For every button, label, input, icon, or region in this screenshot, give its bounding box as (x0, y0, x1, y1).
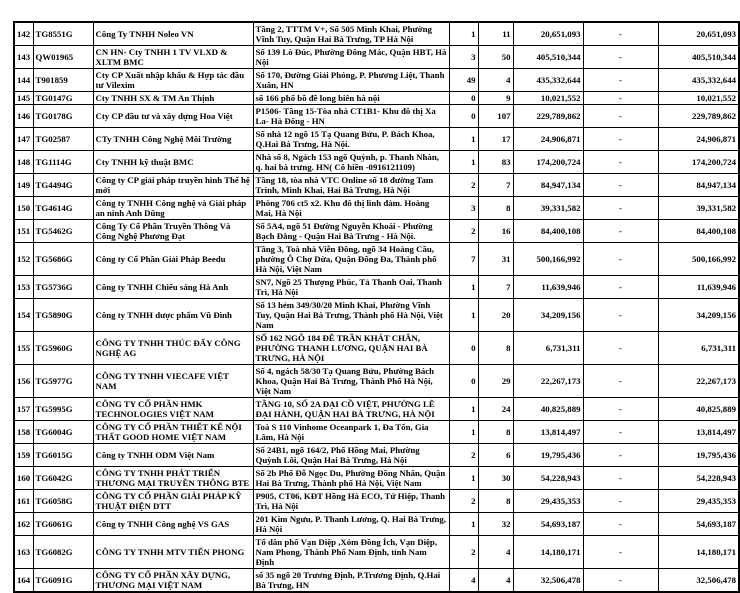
cell-dash: - (583, 92, 658, 105)
cell-row-no: 163 (14, 536, 33, 569)
cell-dash: - (583, 174, 658, 197)
cell-amount-total: 39,331,582 (658, 197, 739, 220)
cell-amount-total: 405,510,344 (658, 46, 739, 69)
table-row (14, 128, 739, 151)
cell-dash: - (583, 22, 658, 46)
cell-amount-total: 22,267,173 (658, 365, 739, 398)
cell-amount: 29,435,353 (513, 490, 583, 513)
cell-dash: - (583, 421, 658, 444)
cell-count-2: 16 (478, 220, 513, 243)
table-row (14, 220, 739, 243)
cell-amount-total: 32,506,478 (658, 569, 739, 593)
table-row (14, 569, 739, 593)
cell-count-1: 0 (449, 92, 478, 105)
cell-count-1: 1 (449, 398, 478, 421)
cell-count-1: 2 (449, 536, 478, 569)
cell-company-name: Cty TNHH SX & TM An Thịnh (93, 92, 253, 105)
cell-amount-total: 84,400,108 (658, 220, 739, 243)
cell-code: TG0178G (33, 105, 93, 128)
cell-address: Tầng 3, Toà nhà Viễn Đông, ngõ 34 Hoàng Cầu, phường Ô Chợ Dừa, Quận Đống Đa, Thành phố Hà Nội, Việt Nam (253, 243, 449, 276)
cell-dash: - (583, 220, 658, 243)
cell-amount: 10,021,552 (513, 92, 583, 105)
cell-count-2: 24 (478, 398, 513, 421)
cell-row-no: 156 (14, 365, 33, 398)
cell-amount: 39,331,582 (513, 197, 583, 220)
cell-amount: 84,400,108 (513, 220, 583, 243)
cell-row-no: 160 (14, 467, 33, 490)
cell-count-1: 1 (449, 299, 478, 332)
cell-amount: 20,651,093 (513, 22, 583, 46)
cell-count-2: 9 (478, 92, 513, 105)
cell-amount: 11,639,946 (513, 276, 583, 299)
cell-code: TG0147G (33, 92, 93, 105)
cell-count-1: 0 (449, 105, 478, 128)
cell-address: Số nhà 12 ngõ 15 Tạ Quang Bửu, P. Bách Khoa, Q.Hai Bà Trưng, Hà Nội. (253, 128, 449, 151)
cell-address: 201 Kim Ngưu, P. Thanh Lương, Q. Hai Bà Trưng, Hà Nội (253, 513, 449, 536)
cell-dash: - (583, 243, 658, 276)
cell-code: TG6061G (33, 513, 93, 536)
cell-row-no: 149 (14, 174, 33, 197)
cell-code: TG6004G (33, 421, 93, 444)
cell-dash: - (583, 467, 658, 490)
cell-code: QW01965 (33, 46, 93, 69)
cell-code: TG5960G (33, 332, 93, 365)
cell-count-1: 1 (449, 22, 478, 46)
cell-code: TG6015G (33, 444, 93, 467)
cell-address: Số 5A4, ngõ 51 Đường Nguyễn Khoái - Phường Bạch Đằng - Quận Hai Bà Trưng - Hà Nội. (253, 220, 449, 243)
cell-company-name: CÔNG TY CỔ PHẦN HMK TECHNOLOGIES VIỆT NAM (93, 398, 253, 421)
cell-code: TG5890G (33, 299, 93, 332)
cell-count-2: 11 (478, 22, 513, 46)
table-row (14, 92, 739, 105)
cell-company-name: Công ty TNHH Chiếu sáng Hà Anh (93, 276, 253, 299)
cell-amount-total: 34,209,156 (658, 299, 739, 332)
cell-dash: - (583, 105, 658, 128)
cell-dash: - (583, 536, 658, 569)
table-row (14, 490, 739, 513)
table-row (14, 22, 739, 46)
cell-address: TẦNG 10, SỐ 2A ĐẠI CỒ VIỆT, PHƯỜNG LÊ ĐẠI HÀNH, QUẬN HAI BÀ TRƯNG, HÀ NỘI (253, 398, 449, 421)
cell-dash: - (583, 513, 658, 536)
table-row (14, 444, 739, 467)
cell-row-no: 142 (14, 22, 33, 46)
cell-company-name: CÔNG TY CỔ PHẦN GIẢI PHÁP KỸ THUẬT ĐIỆN DTT (93, 490, 253, 513)
cell-dash: - (583, 299, 658, 332)
cell-company-name: Công ty CP giải pháp truyền hình Thế hệ mới (93, 174, 253, 197)
cell-dash: - (583, 332, 658, 365)
table-row (14, 276, 739, 299)
cell-row-no: 150 (14, 197, 33, 220)
cell-address: Toà S 110 Vinhome Oceanpark 1, Đa Tốn, Gia Lâm, Hà Nội (253, 421, 449, 444)
table-row (14, 174, 739, 197)
cell-row-no: 146 (14, 105, 33, 128)
cell-dash: - (583, 398, 658, 421)
cell-code: TG6042G (33, 467, 93, 490)
cell-count-2: 7 (478, 174, 513, 197)
cell-row-no: 159 (14, 444, 33, 467)
cell-company-name: Công ty TNHH ODM Việt Nam (93, 444, 253, 467)
cell-company-name: CÔNG TY CỔ PHẦN XÂY DỰNG, THƯƠNG MẠI VIỆT NAM (93, 569, 253, 593)
cell-dash: - (583, 444, 658, 467)
cell-row-no: 152 (14, 243, 33, 276)
cell-amount: 22,267,173 (513, 365, 583, 398)
cell-amount-total: 11,639,946 (658, 276, 739, 299)
cell-address: Số 4, ngách 58/30 Tạ Quang Bửu, Phường Bách Khoa, Quận Hai Bà Trưng, Thành Phố Hà Nội, Việt Nam (253, 365, 449, 398)
cell-amount-total: 13,814,497 (658, 421, 739, 444)
cell-address: Số 139 Lò Đúc, Phường Đông Mác, Quận HBT, Hà Nội (253, 46, 449, 69)
cell-count-1: 3 (449, 197, 478, 220)
cell-amount-total: 10,021,552 (658, 92, 739, 105)
cell-count-2: 29 (478, 365, 513, 398)
cell-count-2: 50 (478, 46, 513, 69)
cell-address: Phòng 706 ct5 x2. Khu đô thị linh đàm. Hoàng Mai, Hà Nội (253, 197, 449, 220)
cell-address: Tổ dân phố Vạn Diệp ,Xóm Đồng Ích, Vạn Diệp, Nam Phong, Thành Phố Nam Định, tỉnh Nam Định (253, 536, 449, 569)
cell-dash: - (583, 276, 658, 299)
cell-count-2: 83 (478, 151, 513, 174)
cell-address: số 166 phố bồ đề long biên hà nội (253, 92, 449, 105)
cell-count-2: 32 (478, 513, 513, 536)
cell-row-no: 143 (14, 46, 33, 69)
cell-address: Nhà số 8, Ngách 153 ngõ Quỳnh, p. Thanh Nhàn, q. hai bà trưng. HN( Cô hiền -0916121109) (253, 151, 449, 174)
table-row (14, 467, 739, 490)
cell-amount-total: 19,795,436 (658, 444, 739, 467)
cell-amount-total: 435,332,644 (658, 69, 739, 92)
cell-amount: 34,209,156 (513, 299, 583, 332)
cell-company-name: CÔNG TY TNHH MTV TIẾN PHONG (93, 536, 253, 569)
cell-code: T901859 (33, 69, 93, 92)
cell-count-2: 8 (478, 197, 513, 220)
cell-amount-total: 20,651,093 (658, 22, 739, 46)
cell-address: Tầng 2, TTTM V+, Số 505 Minh Khai, Phường Vĩnh Tuy, Quận Hai Bà Trưng, TP Hà Nội (253, 22, 449, 46)
cell-company-name: Công ty Cổ Phần Giải Pháp Beedu (93, 243, 253, 276)
cell-count-2: 8 (478, 490, 513, 513)
cell-count-2: 107 (478, 105, 513, 128)
cell-company-name: Công ty TNHH dược phẩm Vũ Đình (93, 299, 253, 332)
company-list-table-container (13, 21, 738, 593)
cell-amount-total: 174,200,724 (658, 151, 739, 174)
cell-count-2: 31 (478, 243, 513, 276)
cell-dash: - (583, 128, 658, 151)
cell-count-1: 1 (449, 128, 478, 151)
cell-count-1: 1 (449, 421, 478, 444)
cell-code: TG1114G (33, 151, 93, 174)
cell-dash: - (583, 69, 658, 92)
table-row (14, 513, 739, 536)
cell-company-name: Cty CP đầu tư và xây dựng Hoa Việt (93, 105, 253, 128)
cell-row-no: 148 (14, 151, 33, 174)
cell-amount-total: 24,906,871 (658, 128, 739, 151)
cell-amount-total: 500,166,992 (658, 243, 739, 276)
table-row (14, 365, 739, 398)
cell-amount-total: 29,435,353 (658, 490, 739, 513)
cell-count-2: 8 (478, 421, 513, 444)
cell-code: TG8551G (33, 22, 93, 46)
cell-company-name: Công Ty TNHH Noleo VN (93, 22, 253, 46)
cell-company-name: Cty CP Xuất nhập khẩu & Hợp tác đầu tư Vilexim (93, 69, 253, 92)
cell-code: TG6091G (33, 569, 93, 593)
cell-dash: - (583, 197, 658, 220)
table-row (14, 197, 739, 220)
company-list-table (13, 21, 740, 593)
cell-code: TG4614G (33, 197, 93, 220)
cell-row-no: 158 (14, 421, 33, 444)
cell-company-name: CÔNG TY TNHH PHÁT TRIỂN THƯƠNG MẠI TRUYỀN THÔNG BTE (93, 467, 253, 490)
cell-amount-total: 84,947,134 (658, 174, 739, 197)
cell-address: P905, CT06, KĐT Hồng Hà ECO, Tứ Hiệp, Thanh Trì, Hà Nội (253, 490, 449, 513)
cell-amount: 174,200,724 (513, 151, 583, 174)
cell-row-no: 144 (14, 69, 33, 92)
cell-dash: - (583, 569, 658, 593)
cell-count-1: 0 (449, 365, 478, 398)
cell-address: SN7, Ngõ 25 Thượng Phúc, Tả Thanh Oai, Thanh Trì, Hà Nội (253, 276, 449, 299)
cell-count-1: 1 (449, 513, 478, 536)
cell-dash: - (583, 490, 658, 513)
cell-company-name: CÔNG TY TNHH VIECAFE VIỆT NAM (93, 365, 253, 398)
cell-amount: 32,506,478 (513, 569, 583, 593)
cell-row-no: 162 (14, 513, 33, 536)
cell-code: TG02587 (33, 128, 93, 151)
table-row (14, 69, 739, 92)
cell-amount-total: 54,228,943 (658, 467, 739, 490)
table-row (14, 332, 739, 365)
cell-count-2: 30 (478, 467, 513, 490)
cell-amount-total: 14,180,171 (658, 536, 739, 569)
cell-amount-total: 54,693,187 (658, 513, 739, 536)
cell-count-1: 7 (449, 243, 478, 276)
cell-count-1: 1 (449, 467, 478, 490)
cell-code: TG5736G (33, 276, 93, 299)
cell-address: P1506- Tầng 15-Tòa nhà CT1B1- Khu đô thị Xa La- Hà Đông - HN (253, 105, 449, 128)
cell-address: số 35 ngõ 20 Trương Định, P.Trương Định, Q.Hai Bà Trưng, HN (253, 569, 449, 593)
cell-amount: 435,332,644 (513, 69, 583, 92)
table-row (14, 299, 739, 332)
cell-count-1: 1 (449, 151, 478, 174)
cell-row-no: 147 (14, 128, 33, 151)
cell-amount: 229,789,862 (513, 105, 583, 128)
cell-amount: 13,814,497 (513, 421, 583, 444)
cell-amount: 405,510,344 (513, 46, 583, 69)
cell-count-1: 2 (449, 444, 478, 467)
cell-code: TG4494G (33, 174, 93, 197)
table-row (14, 46, 739, 69)
cell-code: TG5977G (33, 365, 93, 398)
cell-count-1: 4 (449, 569, 478, 593)
cell-address: Số 13 hẻm 349/30/20 Minh Khai, Phường Vĩnh Tuy, Quận Hai Bà Trưng, Thành phố Hà Nội, Việt Nam (253, 299, 449, 332)
cell-company-name: CN HN- Cty TNHH 1 TV VLXD & XLTM BMC (93, 46, 253, 69)
cell-company-name: CÔNG TY TNHH THÚC ĐẨY CÔNG NGHỆ AG (93, 332, 253, 365)
cell-row-no: 157 (14, 398, 33, 421)
cell-code: TG5462G (33, 220, 93, 243)
cell-count-1: 49 (449, 69, 478, 92)
cell-count-1: 3 (449, 46, 478, 69)
cell-count-2: 4 (478, 536, 513, 569)
cell-amount: 19,795,436 (513, 444, 583, 467)
cell-amount: 500,166,992 (513, 243, 583, 276)
cell-address: Số 2b Phố Đỗ Ngọc Du, Phường Đồng Nhân, Quận Hai Bà Trưng, Thành phố Hà Nội, Việt Nam (253, 467, 449, 490)
cell-row-no: 161 (14, 490, 33, 513)
cell-count-2: 6 (478, 444, 513, 467)
cell-dash: - (583, 151, 658, 174)
cell-row-no: 153 (14, 276, 33, 299)
cell-count-2: 20 (478, 299, 513, 332)
cell-count-1: 2 (449, 174, 478, 197)
cell-amount: 14,180,171 (513, 536, 583, 569)
cell-amount-total: 40,825,889 (658, 398, 739, 421)
cell-company-name: Công ty TNHH Công nghệ và Giải pháp an ninh Anh Dũng (93, 197, 253, 220)
cell-count-2: 7 (478, 276, 513, 299)
cell-amount: 6,731,311 (513, 332, 583, 365)
company-table-body (14, 22, 739, 592)
cell-row-no: 154 (14, 299, 33, 332)
cell-amount: 54,228,943 (513, 467, 583, 490)
cell-amount: 84,947,134 (513, 174, 583, 197)
cell-count-1: 2 (449, 220, 478, 243)
table-row (14, 536, 739, 569)
cell-company-name: Công Ty Cổ Phần Truyền Thông Và Công Nghệ Phương Đạt (93, 220, 253, 243)
cell-address: SỐ 162 NGÕ 184 ĐÊ TRẦN KHÁT CHÂN, PHƯỜNG THANH LƯƠNG, QUẬN HAI BÀ TRƯNG, HÀ NỘI (253, 332, 449, 365)
table-row (14, 421, 739, 444)
cell-count-1: 2 (449, 490, 478, 513)
cell-code: TG5995G (33, 398, 93, 421)
cell-count-2: 4 (478, 69, 513, 92)
cell-company-name: Công ty TNHH Công nghệ VS GAS (93, 513, 253, 536)
cell-address: Tầng 18, tòa nhà VTC Online số 18 đường Tam Trinh, Minh Khai, Hai Bà Trưng, Hà Nội (253, 174, 449, 197)
cell-row-no: 155 (14, 332, 33, 365)
cell-count-1: 0 (449, 332, 478, 365)
cell-code: TG6082G (33, 536, 93, 569)
cell-company-name: Cty TNHH kỹ thuật BMC (93, 151, 253, 174)
cell-count-2: 17 (478, 128, 513, 151)
cell-row-no: 164 (14, 569, 33, 593)
cell-amount: 24,906,871 (513, 128, 583, 151)
cell-count-2: 8 (478, 332, 513, 365)
cell-amount: 54,693,187 (513, 513, 583, 536)
cell-dash: - (583, 46, 658, 69)
table-row (14, 398, 739, 421)
cell-count-2: 4 (478, 569, 513, 593)
table-row (14, 243, 739, 276)
cell-company-name: CÔNG TY CỔ PHẦN THIẾT KẾ NỘI THẤT GOOD HOME VIỆT NAM (93, 421, 253, 444)
cell-company-name: CTy TNHH Công Nghệ Môi Trường (93, 128, 253, 151)
table-row (14, 105, 739, 128)
cell-address: Số 170, Đường Giải Phóng, P. Phương Liệt, Thanh Xuân, HN (253, 69, 449, 92)
table-row (14, 151, 739, 174)
cell-address: Số 24B1, ngõ 164/2, Phố Hồng Mai, Phường Quỳnh Lôi, Quận Hai Bà Trưng, Hà Nội (253, 444, 449, 467)
cell-amount-total: 6,731,311 (658, 332, 739, 365)
cell-code: TG5686G (33, 243, 93, 276)
cell-count-1: 1 (449, 276, 478, 299)
cell-code: TG6058G (33, 490, 93, 513)
cell-amount: 40,825,889 (513, 398, 583, 421)
cell-row-no: 151 (14, 220, 33, 243)
cell-dash: - (583, 365, 658, 398)
cell-amount-total: 229,789,862 (658, 105, 739, 128)
cell-row-no: 145 (14, 92, 33, 105)
